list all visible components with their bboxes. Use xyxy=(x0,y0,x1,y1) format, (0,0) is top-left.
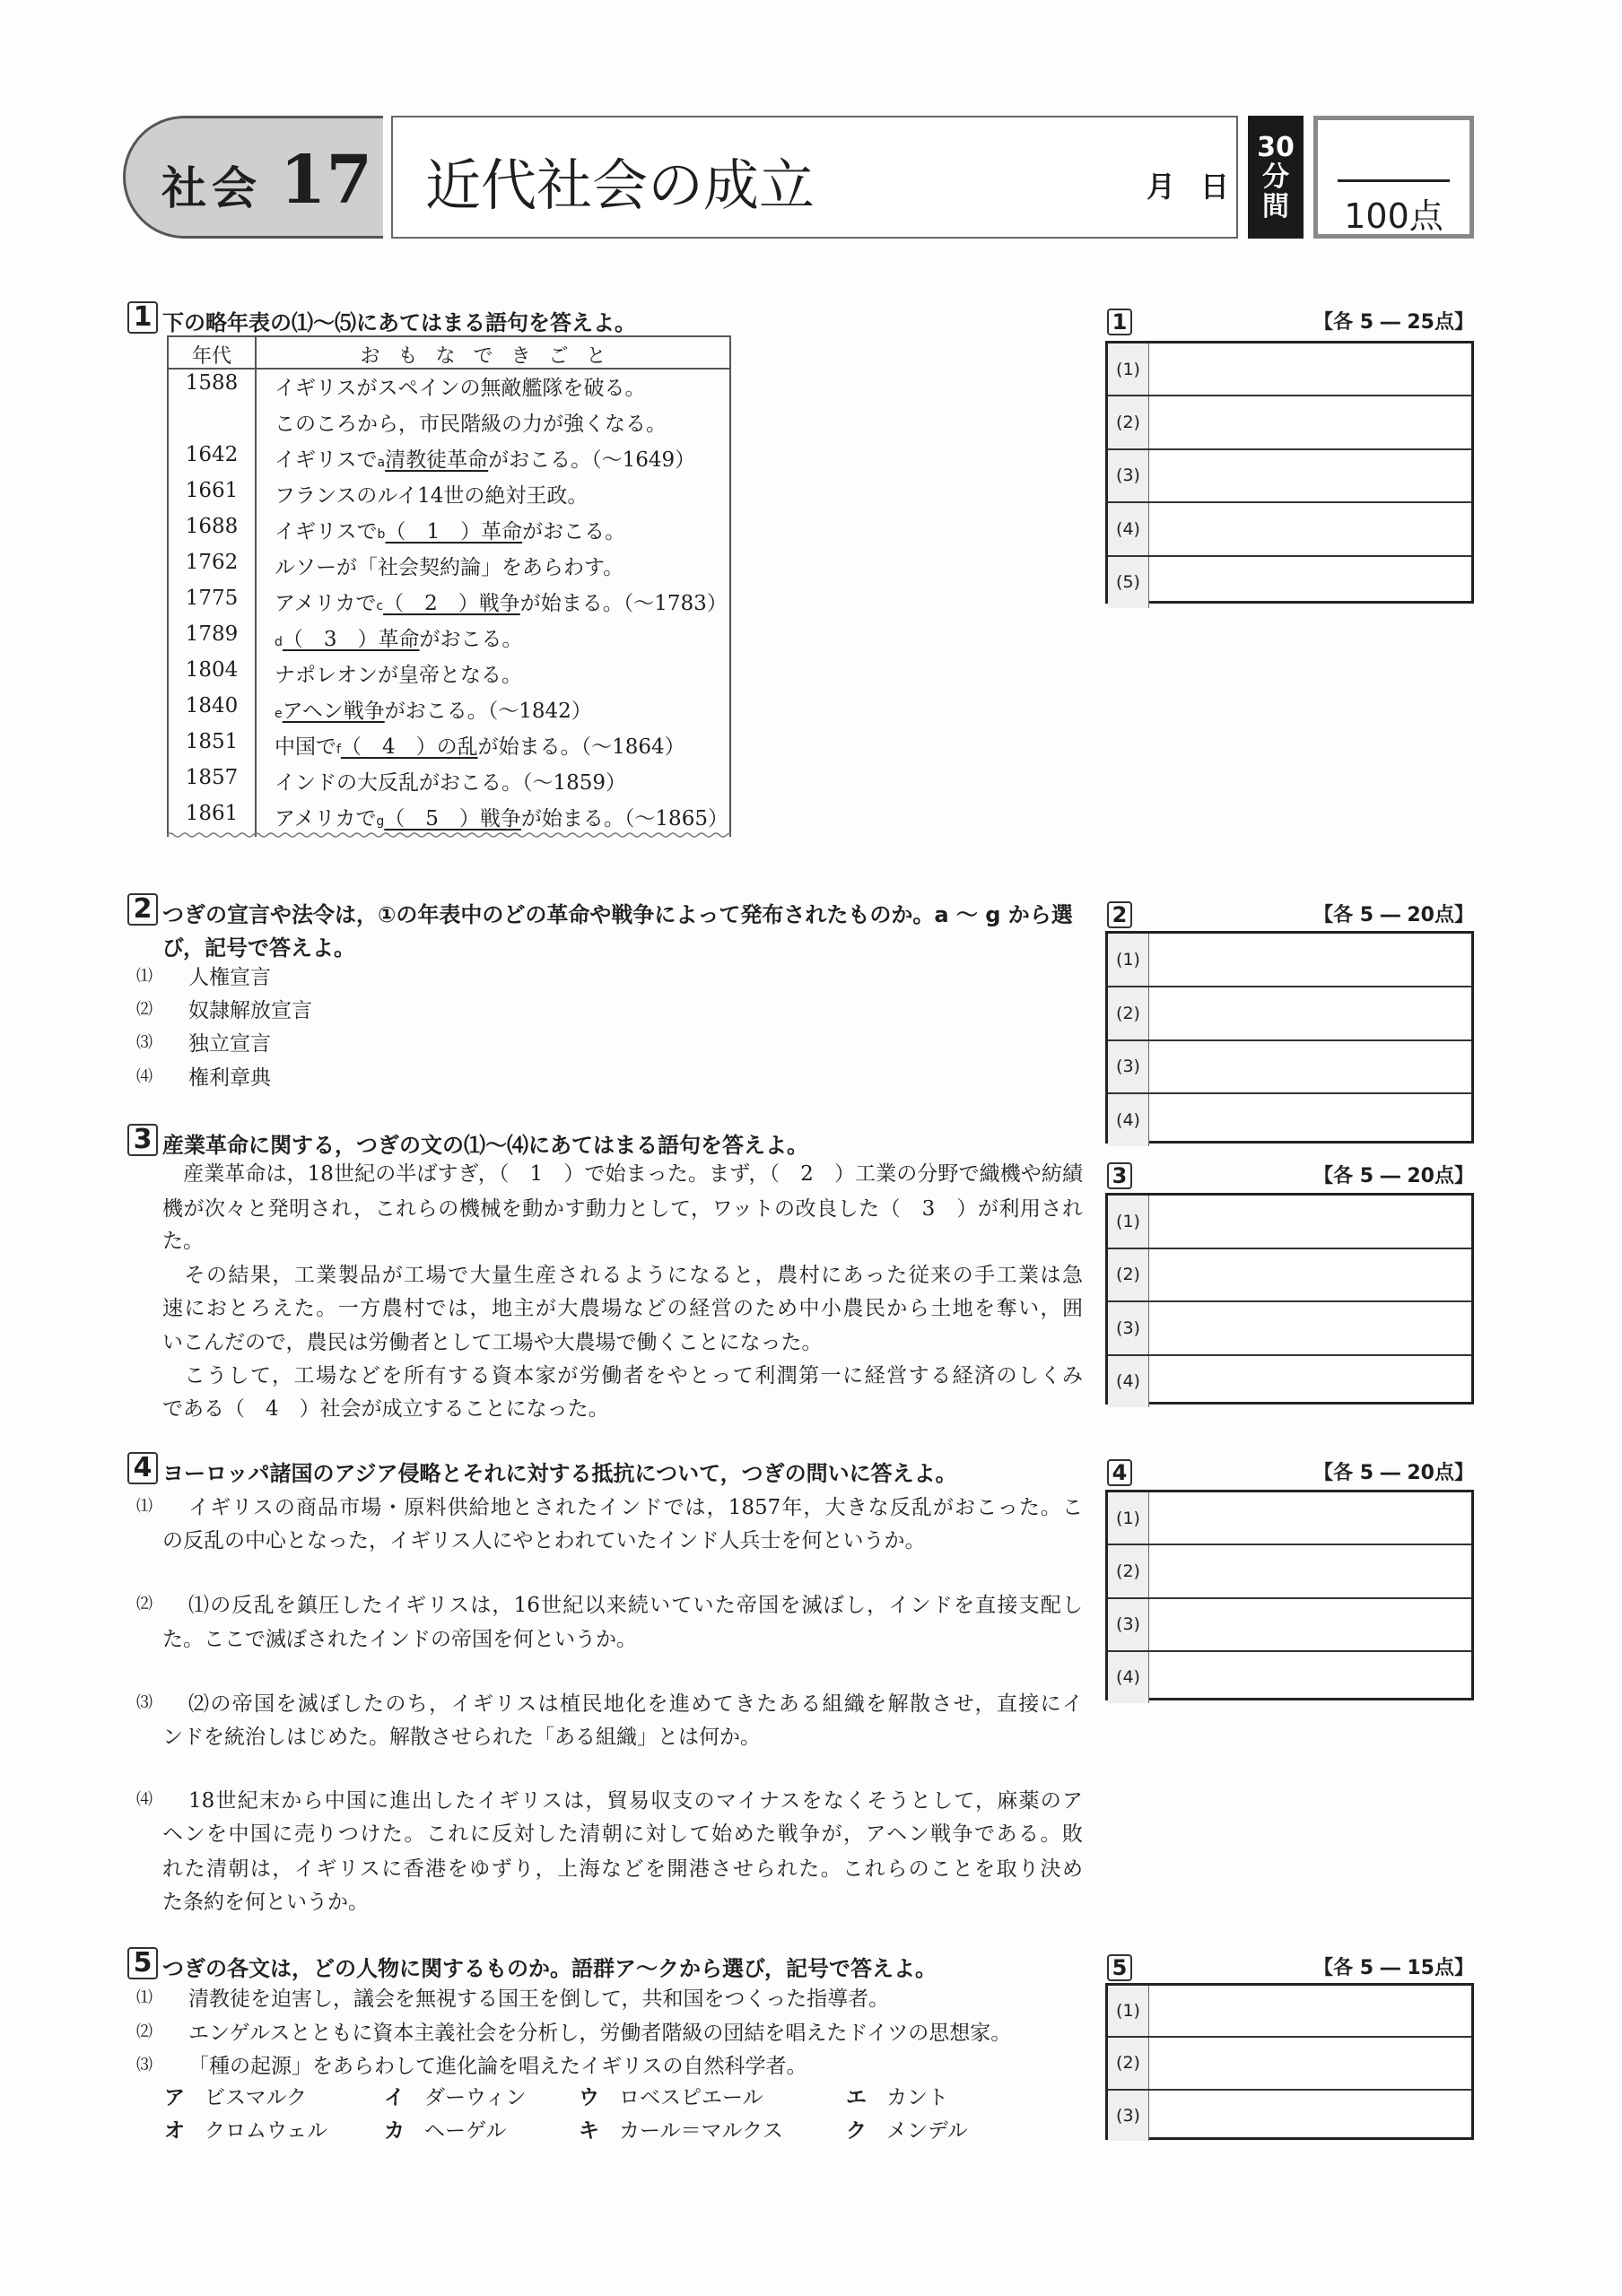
answer-row xyxy=(1108,2036,1471,2088)
q3-paragraph-line: こうして，工場などを所有する資本家が労働者をやとって利潤第一に経営する経済のしくみ xyxy=(162,1364,1083,1387)
points-label: 【各 5 ― 25点】 xyxy=(1313,311,1474,334)
answer-row xyxy=(1108,1986,1471,2036)
time-number: 30 xyxy=(1257,132,1295,163)
q2-item: 権利章典 xyxy=(188,1066,271,1090)
day-label: 日 xyxy=(1200,170,1230,204)
q3-paragraph-line: いこんだので，農民は労働者として工場や大農場で働くことになった。 xyxy=(162,1331,823,1354)
event xyxy=(275,515,625,544)
event xyxy=(275,694,592,724)
choice-name: メンデル xyxy=(886,2119,968,2143)
event xyxy=(275,802,728,831)
answer-field[interactable] xyxy=(1149,344,1471,395)
item-number: ⑷ xyxy=(136,1790,153,1809)
year: 1688 xyxy=(185,515,239,538)
event-text: インドの大反乱がおこる。（～1859） xyxy=(275,771,627,795)
answer-row-number: (2) xyxy=(1108,1249,1149,1301)
event-text: アメリカで xyxy=(275,807,377,831)
q2-number: 2 xyxy=(127,893,158,926)
answer-row-number: (1) xyxy=(1108,934,1149,986)
chronology-row xyxy=(169,622,729,658)
answer-field[interactable] xyxy=(1149,1986,1471,2036)
answer-row xyxy=(1108,1300,1471,1354)
choice-key: イ xyxy=(384,2086,405,2109)
year: 1762 xyxy=(185,551,239,574)
event-mark: d xyxy=(275,635,283,649)
event xyxy=(275,551,624,580)
choice-key: ア xyxy=(164,2086,185,2109)
q5-item: エンゲルスとともに資本主義社会を分析し，労働者階級の団結を唱えたドイツの思想家。 xyxy=(188,2022,1012,2045)
chronology-row xyxy=(169,766,729,802)
q3-paragraph-line: た。 xyxy=(162,1230,204,1253)
q3-heading-text: 産業革命に関する，つぎの文の⑴～⑷にあてはまる語句を答えよ。 xyxy=(162,1133,808,1158)
choice-key: カ xyxy=(384,2119,405,2143)
q5-number: 5 xyxy=(127,1947,158,1979)
item-number: ⑶ xyxy=(136,1693,153,1712)
q1-heading-text: 下の略年表の⑴～⑸にあてはまる語句を答えよ。 xyxy=(162,310,636,335)
year: 1851 xyxy=(185,730,239,753)
year: 1804 xyxy=(185,658,239,682)
q4-item-line: ⑴の反乱を鎮圧したイギリスは，16世紀以来続いていた帝国を滅ぼし，インドを直接支配し xyxy=(188,1594,1083,1617)
event-text: がおこる。 xyxy=(522,520,626,544)
choice-name: ヘーゲル xyxy=(424,2119,507,2143)
year: 1840 xyxy=(185,694,239,718)
word-choice xyxy=(846,2114,968,2144)
answer-row xyxy=(1108,344,1471,395)
answer-row-number: (1) xyxy=(1108,344,1149,395)
event xyxy=(275,730,685,760)
item-number: ⑴ xyxy=(136,967,153,986)
answer-field[interactable] xyxy=(1149,934,1471,986)
underlined-term: （ 1 ）革命 xyxy=(385,520,523,544)
item-number: ⑴ xyxy=(136,1497,153,1516)
q4-item-line: た条約を何というか。 xyxy=(162,1891,369,1914)
answer-row xyxy=(1108,1650,1471,1703)
answer-section-number: 1 xyxy=(1107,309,1132,335)
year: 1857 xyxy=(185,766,239,789)
answer-row-number: (5) xyxy=(1108,557,1149,608)
choice-name: クロムウェル xyxy=(205,2119,328,2143)
choice-key: ク xyxy=(846,2119,867,2143)
underlined-term: （ 4 ）の乱 xyxy=(340,735,478,759)
q3-paragraph-line: 機が次々と発明され，これらの機械を動かす動力として，ワットの改良した（ 3 ）が利用され xyxy=(162,1197,1083,1221)
chronology-table xyxy=(167,335,731,837)
score-box xyxy=(1313,116,1474,239)
chronology-row xyxy=(169,479,729,515)
choice-name: カント xyxy=(886,2086,948,2109)
year: 1642 xyxy=(185,443,239,466)
answer-field[interactable] xyxy=(1149,1302,1471,1354)
word-choice xyxy=(846,2081,948,2110)
item-number: ⑶ xyxy=(136,1033,153,1052)
event-text: がおこる。 xyxy=(419,628,523,651)
answer-row-number: (4) xyxy=(1108,1356,1149,1408)
q5-item: 清教徒を迫害し，議会を無視する国王を倒して，共和国をつくった指導者。 xyxy=(188,1987,890,2011)
event-text: がおこる。（～1842） xyxy=(384,700,592,723)
event xyxy=(275,479,588,509)
answer-row xyxy=(1108,986,1471,1039)
answer-field[interactable] xyxy=(1149,1545,1471,1596)
answer-row xyxy=(1108,1092,1471,1146)
answer-field[interactable] xyxy=(1149,1196,1471,1248)
year: 1661 xyxy=(185,479,239,502)
event-mark: e xyxy=(275,707,283,721)
event-mark: f xyxy=(336,743,341,757)
answer-field[interactable] xyxy=(1149,2091,1471,2141)
chronology-row xyxy=(169,694,729,730)
q2-item: 独立宣言 xyxy=(188,1032,271,1056)
time-unit-2: 間 xyxy=(1262,191,1289,222)
choice-key: エ xyxy=(846,2086,867,2109)
choice-name: ダーウィン xyxy=(424,2086,527,2109)
answer-section-number: 4 xyxy=(1107,1459,1132,1486)
event xyxy=(275,622,523,652)
chronology-row xyxy=(169,587,729,622)
underlined-term: （ 3 ）革命 xyxy=(282,628,420,651)
q2-item: 人権宣言 xyxy=(188,966,271,989)
q4-item-line: イギリスの商品市場・原料供給地とされたインドでは，1857年，大きな反乱がおこった。こ xyxy=(188,1496,1083,1519)
answer-row xyxy=(1108,501,1471,554)
unit-number: 17 xyxy=(280,142,372,219)
q4-item-line: ヘンを中国に売りつけた。これに反対した清朝に対して始めた戦争が，アヘン戦争である。敗 xyxy=(162,1822,1083,1846)
answer-box xyxy=(1105,1983,1474,2140)
chronology-row xyxy=(169,371,729,407)
answer-field[interactable] xyxy=(1149,1652,1471,1703)
q1-number: 1 xyxy=(127,301,158,334)
answer-row-number: (4) xyxy=(1108,1652,1149,1703)
event-mark: c xyxy=(376,599,384,613)
item-number: ⑵ xyxy=(136,1000,153,1019)
q3-heading xyxy=(133,1124,808,1159)
answer-row-number: (2) xyxy=(1108,2038,1149,2088)
score-line xyxy=(1338,179,1450,182)
q4-heading-text: ヨーロッパ諸国のアジア侵略とそれに対する抵抗について，つぎの問いに答えよ。 xyxy=(162,1461,957,1486)
event-text: が始まる。（～1865） xyxy=(520,807,728,831)
event-mark: b xyxy=(377,527,386,542)
event-text: 中国で xyxy=(275,735,336,759)
header-year: 年代 xyxy=(191,345,231,368)
answer-row-number: (2) xyxy=(1108,1545,1149,1596)
answer-row xyxy=(1108,1196,1471,1248)
answer-row xyxy=(1108,934,1471,986)
event-text: アメリカで xyxy=(275,592,377,615)
subject-tab xyxy=(123,116,383,239)
q5-item: 「種の起源」をあらわして進化論を唱えたイギリスの自然科学者。 xyxy=(188,2055,807,2078)
q1-heading xyxy=(133,301,636,336)
answer-field[interactable] xyxy=(1149,2038,1471,2088)
event xyxy=(275,407,667,437)
answer-row-number: (1) xyxy=(1108,1492,1149,1544)
answer-field[interactable] xyxy=(1149,503,1471,554)
choice-name: カール＝マルクス xyxy=(619,2119,783,2143)
event xyxy=(275,766,626,796)
header-event: おもなできごと xyxy=(360,345,624,368)
answer-section-number: 3 xyxy=(1107,1162,1132,1189)
chronology-row xyxy=(169,551,729,587)
q4-number: 4 xyxy=(127,1452,158,1484)
choice-name: ビスマルク xyxy=(205,2086,308,2109)
q3-paragraph-line: 産業革命は，18世紀の半ばすぎ，（ 1 ）で始まった。まず，（ 2 ）工業の分野で織機や紡績 xyxy=(162,1162,1083,1186)
time-unit-1: 分 xyxy=(1262,161,1289,193)
answer-row xyxy=(1108,1248,1471,1301)
answer-row xyxy=(1108,1544,1471,1596)
q4-item-line: 18世紀末から中国に進出したイギリスは，貿易収支のマイナスをなくそうとして，麻薬のア xyxy=(188,1789,1083,1813)
answer-row-number: (3) xyxy=(1108,2091,1149,2141)
answer-field[interactable] xyxy=(1149,557,1471,608)
event-text: フランスのルイ14世の絶対王政。 xyxy=(275,484,589,508)
year: 1775 xyxy=(185,587,239,610)
q2-heading xyxy=(133,893,1073,928)
answer-field[interactable] xyxy=(1149,1356,1471,1408)
answer-field[interactable] xyxy=(1149,1094,1471,1146)
answer-row-number: (3) xyxy=(1108,450,1149,501)
wavy-path xyxy=(167,833,731,837)
points-label: 【各 5 ― 20点】 xyxy=(1313,904,1474,926)
event xyxy=(275,371,646,401)
answer-box xyxy=(1105,341,1474,604)
chronology-row xyxy=(169,515,729,551)
event-text: ナポレオンが皇帝となる。 xyxy=(275,664,522,687)
q4-item-line: の反乱の中心となった，イギリス人にやとわれていたインド人兵士を何というか。 xyxy=(162,1529,926,1552)
q2-item: 奴隷解放宣言 xyxy=(188,999,312,1022)
year: 1861 xyxy=(185,802,239,825)
event-text: イギリスがスペインの無敵艦隊を破る。 xyxy=(275,377,646,400)
answer-field[interactable] xyxy=(1149,450,1471,501)
month-label: 月 xyxy=(1147,170,1176,204)
answer-row-number: (2) xyxy=(1108,987,1149,1039)
q4-item-line: ンドを統治しはじめた。解散させられた「ある組織」とは何か。 xyxy=(162,1726,761,1749)
event-text: が始まる。（～1864） xyxy=(477,735,685,759)
answer-row xyxy=(1108,1039,1471,1093)
q4-heading xyxy=(133,1452,957,1487)
event-text: がおこる。（～1649） xyxy=(488,448,696,472)
chronology-row xyxy=(169,443,729,479)
points-label: 【各 5 ― 20点】 xyxy=(1313,1462,1474,1484)
answer-row-number: (3) xyxy=(1108,1599,1149,1650)
points-label: 【各 5 ― 15点】 xyxy=(1313,1957,1474,1979)
q5-heading-text: つぎの各文は，どの人物に関するものか。語群ア～クから選び，記号で答えよ。 xyxy=(162,1956,937,1981)
q5-heading xyxy=(133,1947,937,1982)
underlined-term: （ 2 ）戦争 xyxy=(383,592,520,615)
event-text: イギリスで xyxy=(275,520,378,544)
answer-field[interactable] xyxy=(1149,396,1471,448)
choice-key: キ xyxy=(579,2119,599,2143)
answer-field[interactable] xyxy=(1149,1249,1471,1301)
item-number: ⑵ xyxy=(136,2022,153,2041)
q4-item-line: れた清朝は，イギリスに香港をゆずり，上海などを開港させられた。これらのことを取り決め xyxy=(162,1857,1083,1881)
underlined-term: アヘン戦争 xyxy=(282,700,385,723)
event-text: が始まる。（～1783） xyxy=(519,592,728,615)
answer-row-number: (1) xyxy=(1108,1986,1149,2036)
word-choice xyxy=(384,2114,507,2144)
answer-section-number: 5 xyxy=(1107,1954,1132,1981)
event xyxy=(275,658,522,688)
answer-row xyxy=(1108,2089,1471,2141)
event-text: このころから，市民階級の力が強くなる。 xyxy=(275,413,667,436)
event-mark: g xyxy=(376,814,385,829)
word-choice xyxy=(579,2114,783,2144)
item-number: ⑷ xyxy=(136,1067,153,1086)
answer-row-number: (1) xyxy=(1108,1196,1149,1248)
answer-row-number: (4) xyxy=(1108,503,1149,554)
answer-box xyxy=(1105,931,1474,1144)
page-title: 近代社会の成立 xyxy=(425,152,815,218)
chronology-row xyxy=(169,407,729,443)
answer-row xyxy=(1108,448,1471,501)
answer-row-number: (3) xyxy=(1108,1041,1149,1093)
title-box xyxy=(391,116,1238,239)
answer-row xyxy=(1108,1597,1471,1650)
answer-row-number: (3) xyxy=(1108,1302,1149,1354)
word-choice xyxy=(164,2114,327,2144)
q4-item-line: ⑵の帝国を滅ぼしたのち，イギリスは植民地化を進めてきたある組織を解散させ，直接にイ xyxy=(188,1692,1083,1716)
answer-section-number: 2 xyxy=(1107,901,1132,928)
choice-key: ウ xyxy=(579,2086,599,2109)
q4-item-line: た。ここで滅ぼされたインドの帝国を何というか。 xyxy=(162,1628,637,1651)
event-text: イギリスで xyxy=(275,448,378,472)
chronology-row xyxy=(169,730,729,766)
year: 1789 xyxy=(185,622,239,646)
answer-row xyxy=(1108,555,1471,608)
item-number: ⑵ xyxy=(136,1595,153,1613)
answer-box xyxy=(1105,1193,1474,1405)
answer-row xyxy=(1108,1492,1471,1544)
answer-row-number: (2) xyxy=(1108,396,1149,448)
word-choice xyxy=(384,2081,527,2110)
event xyxy=(275,587,728,616)
choice-key: オ xyxy=(164,2119,185,2143)
q2-heading-line: つぎの宣言や法令は，①の年表中のどの革命や戦争によって発布されたものか。a ～ g から選 xyxy=(162,902,1073,927)
table-cut-wavy-line xyxy=(167,830,731,840)
answer-field[interactable] xyxy=(1149,1041,1471,1093)
answer-row xyxy=(1108,1354,1471,1408)
item-number: ⑶ xyxy=(136,2056,153,2074)
answer-field[interactable] xyxy=(1149,1492,1471,1544)
answer-row-number: (4) xyxy=(1108,1094,1149,1146)
points-label: 【各 5 ― 20点】 xyxy=(1313,1165,1474,1187)
answer-box xyxy=(1105,1490,1474,1700)
year: 1588 xyxy=(185,371,239,395)
underlined-term: （ 5 ）戦争 xyxy=(384,807,521,831)
time-limit-badge xyxy=(1248,116,1304,239)
word-choice xyxy=(164,2081,307,2110)
total-points: 100点 xyxy=(1344,196,1443,236)
item-number: ⑴ xyxy=(136,1988,153,2007)
q2-heading-line: び，記号で答えよ。 xyxy=(162,935,356,961)
chronology-row xyxy=(169,658,729,694)
subject-label: 社会 xyxy=(161,162,262,214)
underlined-term: 清教徒革命 xyxy=(385,448,489,472)
answer-field[interactable] xyxy=(1149,1599,1471,1650)
event-text: ルソーが「社会契約論」をあらわす。 xyxy=(275,556,624,579)
choice-name: ロベスピエール xyxy=(619,2086,763,2109)
q3-paragraph-line: 速におとろえた。一方農村では，地主が大農場などの経営のため中小農民から土地を奪い，囲 xyxy=(162,1297,1083,1320)
q3-paragraph-line: である（ 4 ）社会が成立することになった。 xyxy=(162,1397,609,1421)
event xyxy=(275,443,695,473)
q3-number: 3 xyxy=(127,1124,158,1156)
answer-field[interactable] xyxy=(1149,987,1471,1039)
word-choice xyxy=(579,2081,763,2110)
event-mark: a xyxy=(377,456,386,470)
q3-paragraph-line: その結果，工業製品が工場で大量生産されるようになると，農村にあった従来の手工業は急 xyxy=(162,1264,1083,1287)
answer-row xyxy=(1108,395,1471,448)
